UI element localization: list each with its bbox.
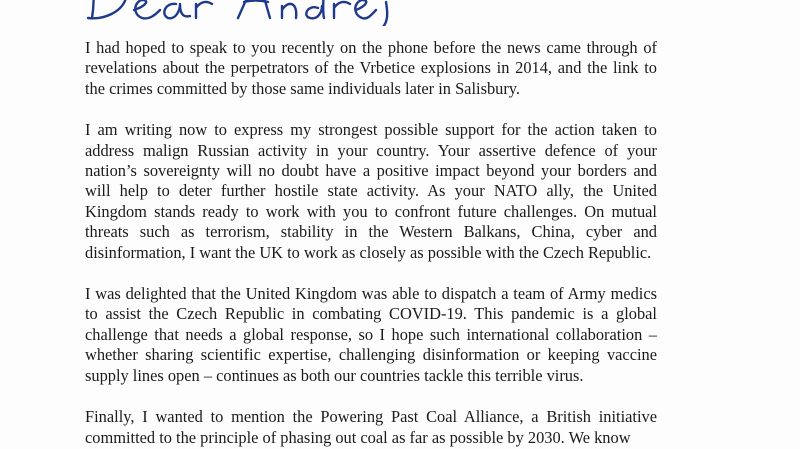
letter-paragraph-4: Finally, I wanted to mention the Powering Past Coal Alliance, a British initiative committed to the principle of phasing out coal as far as possible by 2030. We know [85, 407, 657, 447]
letter-paragraph-1: I had hoped to speak to you recently on the phone before the news came through of revelations about the perpetrators of the Vrbetice explosions in 2014, and the link to the crimes committed by those same individuals later in Salisbury. [85, 38, 657, 98]
letter-paragraph-3: I was delighted that the United Kingdom was able to dispatch a team of Army medics to assist the Czech Republic in combating COVID-19. This pandemic is a global challenge that needs a global response, so I hope such international collaboration – whether sharing scientific expertise, challenging disinformation or keeping vaccine supply lines open – continues as both our countries tackle this terrible virus. [85, 284, 657, 385]
letter-body [85, 38, 657, 448]
handwritten-salutation [0, 0, 400, 26]
letter-paragraph-2: I am writing now to express my strongest possible support for the action taken to address malign Russian activity in your country. Your assertive defence of your nation’s sovereignty will no doubt have a positive impact beyond your borders and will help to deter further hostile state activity. As your NATO ally, the United Kingdom stands ready to work with you to confront future challenges. On mutual threats such as terrorism, stability in the Western Balkans, China, cyber and disinformation, I want the UK to work as closely as possible with the Czech Republic. [85, 120, 657, 262]
handwritten-salutation-image [0, 0, 400, 26]
